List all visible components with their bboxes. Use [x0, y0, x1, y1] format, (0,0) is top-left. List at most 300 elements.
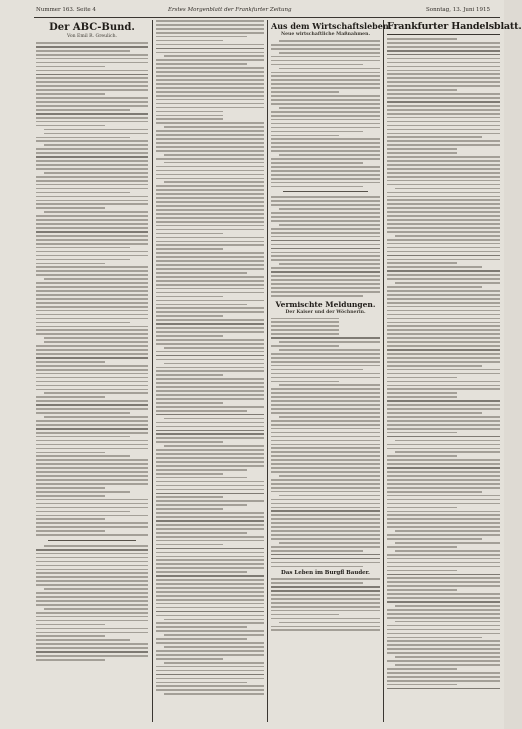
text-line — [36, 518, 105, 520]
text-line — [271, 170, 380, 172]
text-line — [156, 622, 264, 624]
text-line — [271, 83, 380, 85]
text-line — [271, 44, 380, 46]
text-line — [395, 188, 500, 190]
text-line — [387, 227, 500, 229]
text-line — [36, 475, 148, 477]
text-line — [36, 565, 148, 567]
text-line — [156, 248, 223, 250]
text-line — [271, 196, 380, 198]
text-line — [271, 279, 380, 281]
text-line — [156, 115, 223, 117]
text-line — [271, 404, 380, 406]
text-line — [387, 325, 500, 327]
text-line — [36, 125, 105, 127]
text-line — [156, 532, 247, 534]
text-line — [156, 280, 264, 282]
text-line — [387, 668, 457, 670]
text-line — [156, 233, 223, 235]
text-line — [387, 617, 500, 619]
text-line — [271, 432, 380, 434]
text-line — [271, 507, 380, 509]
text-line — [387, 660, 500, 662]
text-line — [271, 365, 380, 367]
text-line — [271, 75, 380, 77]
text-line — [156, 552, 264, 554]
text-line — [156, 489, 264, 491]
text-line — [36, 647, 148, 649]
text-line — [387, 290, 500, 292]
text-line — [279, 341, 380, 343]
text-line — [36, 553, 148, 555]
text-line — [36, 109, 130, 111]
text-line — [279, 208, 380, 210]
text-line — [271, 436, 380, 438]
text-line — [271, 361, 380, 363]
text-line — [387, 266, 482, 268]
text-line — [156, 150, 264, 152]
text-line — [156, 402, 223, 404]
text-line — [36, 635, 105, 637]
article-body — [156, 20, 264, 695]
text-line — [271, 142, 380, 144]
text-line — [387, 388, 500, 390]
text-line — [36, 463, 148, 465]
text-line — [36, 148, 148, 150]
paper-title-running-header: Erstes Morgenblatt der Frankfurter Zeitung — [168, 7, 292, 13]
text-line — [36, 298, 148, 300]
text-line — [164, 646, 264, 648]
text-line — [156, 638, 247, 640]
text-line — [36, 329, 148, 331]
text-line — [36, 396, 105, 398]
article-body — [36, 545, 148, 661]
text-line — [36, 483, 148, 485]
text-line — [387, 479, 500, 481]
text-line — [36, 231, 148, 233]
text-line — [156, 504, 247, 506]
text-line — [36, 436, 130, 438]
text-line — [36, 188, 148, 190]
text-line — [271, 337, 380, 339]
text-line — [36, 326, 148, 328]
text-line — [156, 559, 264, 561]
text-line — [36, 286, 148, 288]
text-line — [36, 361, 105, 363]
text-line — [271, 550, 363, 552]
text-line — [156, 500, 264, 502]
text-line — [387, 349, 500, 351]
column-3 — [271, 20, 392, 720]
text-line — [387, 337, 500, 339]
text-line — [156, 567, 264, 569]
text-line — [271, 162, 363, 164]
column-divider — [383, 20, 384, 722]
text-line — [156, 591, 264, 593]
text-line — [387, 215, 500, 217]
text-line — [387, 298, 500, 300]
text-line — [271, 578, 380, 580]
text-line — [156, 87, 264, 89]
text-line — [156, 433, 264, 435]
text-line — [271, 373, 380, 375]
text-line — [271, 546, 380, 548]
text-line — [271, 91, 339, 93]
text-line — [156, 252, 264, 254]
text-line — [387, 644, 500, 646]
text-line — [387, 448, 500, 450]
text-line — [271, 518, 380, 520]
text-line — [156, 284, 264, 286]
text-line — [36, 97, 148, 99]
text-line — [36, 318, 148, 320]
page-number: Nummer 163. Seite 4 — [36, 7, 96, 13]
masthead-rule — [387, 34, 500, 35]
text-line — [156, 398, 264, 400]
text-line — [156, 674, 264, 676]
text-line — [271, 150, 380, 152]
text-line — [156, 158, 264, 160]
text-line — [387, 400, 500, 402]
text-line — [156, 512, 264, 514]
text-line — [156, 138, 264, 140]
text-line — [36, 530, 105, 532]
text-line — [156, 40, 223, 42]
text-line — [156, 603, 264, 605]
text-line — [36, 168, 148, 170]
text-line — [156, 272, 247, 274]
text-line — [36, 70, 148, 72]
text-line — [36, 612, 148, 614]
text-line — [279, 475, 380, 477]
text-line — [387, 62, 500, 64]
text-line — [164, 619, 264, 621]
text-line — [387, 278, 500, 280]
text-line — [156, 630, 264, 632]
text-line — [156, 548, 264, 550]
text-line — [271, 377, 380, 379]
text-line — [387, 511, 500, 513]
text-line — [156, 642, 264, 644]
text-line — [44, 144, 148, 146]
text-line — [387, 211, 500, 213]
text-line — [271, 228, 380, 230]
text-line — [387, 581, 500, 583]
text-line — [36, 89, 148, 91]
text-line — [387, 136, 482, 138]
text-line — [387, 503, 500, 505]
text-line — [387, 345, 500, 347]
text-line — [387, 203, 500, 205]
text-line — [44, 278, 148, 280]
text-line — [279, 224, 380, 226]
text-line — [36, 302, 148, 304]
text-line — [271, 321, 339, 323]
text-line — [387, 570, 457, 572]
text-line — [156, 315, 223, 317]
text-line — [156, 201, 264, 203]
text-line — [36, 584, 148, 586]
text-line — [36, 263, 105, 265]
text-line — [387, 467, 500, 469]
text-line — [36, 164, 148, 166]
text-line — [271, 56, 380, 58]
text-line — [271, 329, 339, 331]
text-line — [36, 576, 148, 578]
text-line — [387, 341, 500, 343]
text-line — [271, 248, 380, 250]
text-line — [271, 530, 380, 532]
text-line — [36, 561, 148, 563]
text-line — [36, 227, 148, 229]
section-title: Aus dem Wirtschaftsleben. — [271, 21, 392, 31]
text-line — [156, 520, 264, 522]
text-line — [387, 381, 500, 383]
text-line — [387, 640, 500, 642]
text-line — [156, 185, 264, 187]
text-line — [387, 522, 500, 524]
text-line — [36, 54, 148, 56]
text-line — [156, 544, 223, 546]
text-line — [387, 436, 500, 438]
text-line — [156, 654, 264, 656]
text-line — [44, 172, 148, 174]
text-line — [387, 428, 500, 430]
text-line — [271, 503, 380, 505]
text-line — [271, 467, 380, 469]
text-line — [387, 613, 500, 615]
text-line — [387, 156, 500, 158]
text-line — [387, 176, 500, 178]
section-subtitle: Der Kaiser und der Wöchnerin. — [285, 309, 366, 315]
text-line — [36, 81, 148, 83]
text-line — [387, 408, 500, 410]
text-line — [279, 416, 380, 418]
text-line — [387, 314, 500, 316]
text-line — [387, 471, 500, 473]
text-line — [387, 420, 500, 422]
text-line — [156, 44, 264, 46]
text-line — [387, 672, 500, 674]
text-line — [36, 580, 148, 582]
text-line — [36, 42, 148, 44]
text-line — [36, 499, 148, 501]
text-line — [44, 392, 148, 394]
text-line — [36, 357, 148, 359]
text-line — [36, 365, 148, 367]
text-line — [36, 196, 148, 198]
text-line — [36, 219, 148, 221]
text-line — [271, 554, 380, 556]
text-line — [156, 71, 264, 73]
text-line — [156, 650, 264, 652]
text-line — [156, 296, 223, 298]
text-line — [387, 404, 500, 406]
text-line — [156, 457, 264, 459]
text-line — [271, 388, 380, 390]
text-line — [36, 534, 148, 536]
text-line — [36, 507, 148, 509]
text-line — [387, 310, 500, 312]
text-line — [156, 410, 247, 412]
text-line — [36, 203, 148, 205]
text-line — [156, 260, 264, 262]
column-divider — [152, 20, 153, 722]
text-line — [36, 651, 148, 653]
text-line — [271, 345, 339, 347]
text-line — [271, 614, 339, 616]
text-line — [271, 459, 380, 461]
text-line — [271, 491, 380, 493]
text-line — [36, 596, 148, 598]
text-line — [36, 424, 148, 426]
text-line — [156, 367, 264, 369]
text-line — [271, 48, 380, 50]
text-line — [387, 168, 500, 170]
text-line — [387, 377, 457, 379]
column-2 — [156, 20, 264, 720]
text-line — [36, 215, 148, 217]
text-line — [387, 412, 482, 414]
text-line — [387, 333, 500, 335]
text-line — [395, 621, 500, 623]
text-line — [271, 357, 380, 359]
text-line — [36, 345, 148, 347]
text-line — [271, 479, 380, 481]
text-line — [156, 209, 264, 211]
text-line — [156, 678, 264, 680]
text-line — [36, 243, 148, 245]
text-line — [271, 424, 380, 426]
text-line — [36, 349, 148, 351]
text-line — [156, 331, 264, 333]
text-line — [156, 685, 264, 687]
text-line — [36, 515, 148, 517]
text-line — [387, 369, 500, 371]
text-line — [387, 66, 500, 68]
text-line — [156, 394, 264, 396]
text-line — [279, 384, 380, 386]
text-line — [271, 381, 339, 383]
text-line — [36, 420, 148, 422]
text-line — [156, 122, 264, 124]
text-line — [387, 306, 500, 308]
text-line — [156, 189, 264, 191]
text-line — [36, 101, 148, 103]
text-line — [387, 255, 500, 257]
text-line — [36, 448, 148, 450]
text-line — [387, 81, 500, 83]
text-line — [36, 66, 105, 68]
text-line — [271, 111, 380, 113]
text-line — [36, 400, 148, 402]
text-line — [271, 483, 380, 485]
text-line — [156, 343, 264, 345]
text-line — [387, 144, 500, 146]
text-line — [387, 396, 457, 398]
text-line — [271, 420, 380, 422]
text-line — [271, 204, 380, 206]
text-line — [387, 648, 500, 650]
text-line — [156, 481, 264, 483]
text-line — [36, 444, 148, 446]
text-line — [156, 437, 264, 439]
text-line — [387, 129, 500, 131]
text-line — [387, 459, 500, 461]
text-line — [271, 428, 380, 430]
text-line — [387, 546, 457, 548]
text-line — [156, 327, 264, 329]
text-line — [387, 385, 500, 387]
text-line — [156, 170, 264, 172]
text-line — [36, 620, 148, 622]
text-line — [387, 172, 500, 174]
text-line — [271, 325, 339, 327]
text-line — [36, 255, 148, 257]
text-line — [156, 95, 264, 97]
text-line — [387, 262, 457, 264]
text-line — [36, 160, 148, 162]
text-line — [164, 418, 264, 420]
text-line — [36, 557, 148, 559]
text-line — [44, 608, 148, 610]
article-body — [271, 40, 380, 187]
text-line — [156, 406, 264, 408]
text-line — [156, 335, 223, 337]
text-line — [36, 117, 148, 119]
text-line — [271, 444, 380, 446]
text-line — [387, 455, 457, 457]
text-line — [36, 259, 130, 261]
text-line — [387, 164, 500, 166]
text-line — [36, 270, 148, 272]
text-line — [387, 38, 457, 40]
text-line — [36, 93, 105, 95]
text-line — [271, 582, 363, 584]
text-line — [387, 676, 500, 678]
text-line — [271, 598, 380, 600]
text-line — [387, 46, 500, 48]
text-line — [44, 545, 148, 547]
text-line — [36, 247, 130, 249]
text-line — [156, 607, 264, 609]
text-line — [271, 287, 380, 289]
article-separator — [48, 540, 136, 541]
text-line — [387, 353, 500, 355]
text-line — [156, 536, 264, 538]
text-line — [271, 606, 380, 608]
text-line — [387, 558, 500, 560]
text-line — [36, 85, 148, 87]
text-line — [271, 267, 380, 269]
issue-date: Sonntag, 13. Juni 1915 — [426, 7, 490, 13]
text-line — [387, 432, 457, 434]
masthead: Frankfurter Handelsblatt. — [387, 21, 522, 32]
text-line — [271, 610, 380, 612]
text-line — [271, 562, 380, 564]
text-line — [271, 602, 380, 604]
text-line — [387, 318, 500, 320]
text-line — [36, 314, 148, 316]
text-line — [36, 192, 130, 194]
text-line — [156, 496, 223, 498]
text-line — [279, 495, 380, 497]
text-line — [156, 670, 264, 672]
section-title: Das Leben im Burgfl Bauder. — [281, 570, 370, 577]
article-body — [271, 578, 380, 631]
text-line — [271, 455, 380, 457]
text-line — [156, 508, 223, 510]
